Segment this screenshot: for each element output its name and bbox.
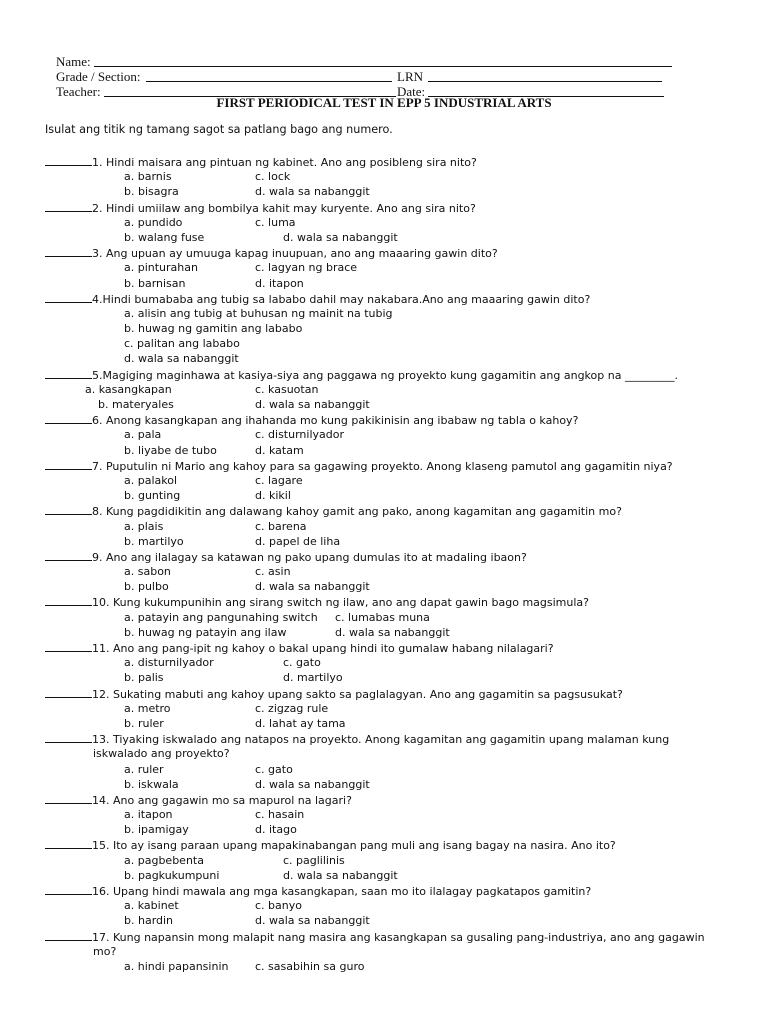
answer-choice: d. papel de liha [255, 534, 341, 548]
choice-row [45, 959, 745, 974]
lrn-label: LRN [397, 69, 423, 84]
question-line [45, 458, 745, 473]
question-line [45, 883, 745, 898]
answer-blank[interactable] [45, 200, 92, 212]
student-info-header [56, 54, 676, 99]
answer-choice: c. kasuotan [255, 382, 319, 396]
answer-choice: c. lagare [255, 473, 303, 487]
answer-choice: d. wala sa nabanggit [255, 398, 370, 411]
question-text: 8. Kung pagdidikitin ang dalawang kahoy gamit ang pako, anong kagamitan ang gagamitin mo? [92, 505, 622, 519]
choice-row [45, 215, 745, 230]
choice-row [45, 898, 745, 913]
answer-choice: b. palis [124, 671, 164, 685]
answer-choice: c. lock [255, 170, 291, 184]
answer-choice: d. itago [255, 823, 297, 837]
choice-row [45, 625, 745, 640]
choice-row [45, 336, 745, 351]
question-item [45, 731, 745, 792]
test-title: FIRST PERIODICAL TEST IN EPP 5 INDUSTRIAL ARTS [216, 95, 552, 110]
question-text: 11. Ano ang pang-ipit ng kahoy o bakal upang hindi ito gumalaw habang nilalagari? [92, 642, 554, 655]
answer-choice: a. kasangkapan [85, 382, 172, 396]
choice-row [45, 807, 745, 822]
answer-choice: a. hindi papansinin [124, 959, 229, 973]
answer-blank[interactable] [45, 412, 92, 424]
name-label: Name: [56, 54, 91, 69]
question-text: 12. Sukating mabuti ang kahoy upang sakto sa paglalagyan. Ano ang gagamitin sa pagsusukat? [92, 687, 623, 701]
question-text-continued: mo? [93, 944, 117, 958]
name-row [56, 54, 676, 69]
question-line [45, 367, 745, 382]
question-item [45, 883, 745, 929]
question-list [45, 154, 745, 974]
question-line [45, 837, 745, 852]
question-text: 1. Hindi maisara ang pintuan ng kabinet. Ano ang posibleng sira nito? [92, 156, 477, 169]
question-text: 14. Ano ang gagawin mo sa mapurol na lagari? [92, 793, 352, 807]
answer-choice: b. huwag ng patayin ang ilaw [124, 625, 287, 639]
choice-row [45, 230, 745, 245]
choice-row [45, 701, 745, 716]
answer-blank[interactable] [45, 929, 92, 941]
answer-choice: d. kikil [255, 489, 291, 503]
grade-section-label: Grade / Section: [56, 69, 141, 84]
question-line [45, 594, 745, 609]
choice-row [45, 564, 745, 579]
choice-row [45, 351, 745, 366]
answer-choice: d. lahat ay tama [255, 716, 346, 730]
question-line [45, 245, 745, 260]
answer-choice: a. plais [124, 519, 164, 533]
answer-blank[interactable] [45, 837, 92, 849]
answer-choice: d. martilyo [283, 671, 343, 685]
question-text: 13. Tiyaking iskwalado ang natapos na proyekto. Anong kagamitan ang gagamitin upang malaman kung [92, 733, 670, 747]
answer-choice: b. bisagra [124, 185, 179, 199]
answer-choice: b. pulbo [124, 580, 169, 594]
answer-choice: c. banyo [255, 899, 302, 913]
choice-row [45, 443, 745, 458]
question-text: 5.Magiging maginhawa at kasiya-siya ang paggawa ng proyekto kung gagamitin ang angkop na _________. [92, 368, 678, 382]
question-item [45, 154, 745, 200]
question-line [45, 200, 745, 215]
answer-choice: a. palakol [124, 473, 178, 487]
answer-blank[interactable] [45, 291, 92, 303]
question-line [45, 503, 745, 518]
answer-choice: d. itapon [255, 276, 304, 290]
answer-choice: a. patayin ang pangunahing switch [124, 610, 318, 624]
answer-choice: a. itapon [124, 808, 173, 822]
question-item [45, 291, 745, 367]
grade-row [56, 69, 676, 84]
answer-choice: d. wala sa nabanggit [124, 352, 239, 366]
answer-choice: a. kabinet [124, 899, 179, 913]
choice-row [45, 519, 745, 534]
answer-choice: d. wala sa nabanggit [255, 914, 370, 928]
answer-choice: a. metro [124, 701, 171, 715]
choice-row [45, 913, 745, 928]
answer-choice: b. materyales [98, 398, 174, 411]
choice-row [45, 610, 745, 625]
choice-row [45, 655, 745, 670]
answer-choice: a. disturnilyador [124, 656, 214, 670]
answer-choice: b. huwag ng gamitin ang lababo [124, 322, 303, 336]
question-text: 10. Kung kukumpunihin ang sirang switch ng ilaw, ano ang dapat gawin bago magsimula? [92, 596, 589, 610]
choice-row [45, 853, 745, 868]
choice-row [45, 868, 745, 883]
choice-row [45, 306, 745, 321]
answer-choice: c. gato [283, 656, 321, 670]
answer-blank[interactable] [45, 549, 92, 561]
lrn-field-line[interactable] [428, 69, 662, 82]
choice-row [45, 716, 745, 731]
answer-choice: b. liyabe de tubo [124, 443, 217, 457]
answer-choice: d. wala sa nabanggit [255, 777, 370, 791]
answer-choice: a. pinturahan [124, 261, 198, 275]
answer-choice: a. alisin ang tubig at buhusan ng mainit na tubig [124, 306, 393, 320]
question-line [45, 686, 745, 701]
answer-choice: a. pagbebenta [124, 853, 204, 867]
answer-choice: c. zigzag rule [255, 701, 329, 715]
answer-choice: b. martilyo [124, 534, 184, 548]
answer-choice: d. wala sa nabanggit [255, 580, 370, 594]
question-text: 9. Ano ang ilalagay sa katawan ng pako upang dumulas ito at madaling ibaon? [92, 550, 527, 564]
question-item [45, 837, 745, 883]
date-label: Date: [397, 84, 426, 99]
answer-choice: c. asin [255, 565, 291, 579]
answer-blank[interactable] [45, 367, 92, 379]
question-text: 7. Puputulin ni Mario ang kahoy para sa gagawing proyekto. Anong klaseng pamutol ang gagamitin niya? [92, 459, 673, 473]
answer-blank[interactable] [45, 154, 92, 166]
choice-row [45, 382, 745, 397]
instruction-text: Isulat ang titik ng tamang sagot sa patlang bago ang numero. [45, 123, 393, 136]
question-line [45, 792, 745, 807]
answer-choice: b. iskwala [124, 777, 179, 791]
answer-blank[interactable] [45, 731, 92, 743]
choice-row [45, 184, 745, 199]
question-text: 3. Ang upuan ay umuuga kapag inuupuan, ano ang maaaring gawin dito? [92, 247, 498, 261]
question-text: 16. Upang hindi mawala ang mga kasangkapan, saan mo ito ilalagay pagkatapos gamitin? [92, 885, 592, 898]
answer-choice: d. wala sa nabanggit [335, 625, 450, 639]
question-line [45, 731, 745, 746]
answer-choice: a. barnis [124, 170, 172, 184]
answer-choice: a. sabon [124, 565, 171, 579]
question-item [45, 549, 745, 595]
answer-blank[interactable] [45, 640, 92, 652]
choice-row [45, 321, 745, 336]
question-item [45, 412, 745, 458]
answer-blank[interactable] [45, 883, 92, 895]
choice-row [45, 579, 745, 594]
answer-choice: c. sasabihin sa guro [255, 959, 365, 973]
answer-choice: a. pundido [124, 215, 183, 229]
answer-choice: c. paglilinis [283, 853, 345, 867]
question-line [45, 549, 745, 564]
answer-choice: c. lumabas muna [335, 610, 430, 624]
answer-blank[interactable] [45, 792, 92, 804]
question-item [45, 792, 745, 838]
answer-blank[interactable] [45, 503, 92, 515]
answer-blank[interactable] [45, 686, 92, 698]
answer-choice: d. wala sa nabanggit [283, 868, 398, 882]
answer-choice: b. pagkukumpuni [124, 868, 220, 882]
answer-choice: a. ruler [124, 762, 164, 776]
answer-choice: b. hardin [124, 914, 174, 928]
choice-row [45, 169, 745, 184]
choice-row [45, 534, 745, 549]
answer-choice: b. barnisan [124, 276, 186, 290]
answer-blank[interactable] [45, 458, 92, 470]
question-item [45, 929, 745, 975]
answer-choice: c. disturnilyador [255, 428, 344, 442]
choice-row [45, 397, 745, 412]
grade-section-field-line[interactable] [146, 69, 392, 82]
teacher-label: Teacher: [56, 84, 101, 99]
question-item [45, 245, 745, 291]
choice-row [45, 276, 745, 291]
question-item [45, 200, 745, 246]
answer-blank[interactable] [45, 594, 92, 606]
answer-choice: c. gato [255, 762, 293, 776]
choice-row [45, 777, 745, 792]
question-line [45, 412, 745, 427]
answer-choice: c. hasain [255, 808, 305, 822]
answer-choice: a. pala [124, 428, 162, 442]
answer-choice: b. ipamigay [124, 823, 189, 837]
answer-choice: b. ruler [124, 716, 164, 730]
answer-choice: b. gunting [124, 489, 181, 503]
question-line [45, 640, 745, 655]
answer-blank[interactable] [45, 245, 92, 257]
answer-choice: c. palitan ang lababo [124, 337, 240, 351]
name-field-line[interactable] [94, 54, 672, 67]
question-item [45, 594, 745, 640]
choice-row [45, 473, 745, 488]
question-text: 2. Hindi umiilaw ang bombilya kahit may kuryente. Ano ang sira nito? [92, 201, 476, 215]
choice-row [45, 822, 745, 837]
question-line [45, 929, 745, 944]
question-text-continued: iskwalado ang proyekto? [93, 747, 230, 761]
question-item [45, 367, 745, 413]
answer-choice: b. walang fuse [124, 230, 205, 244]
answer-choice: c. lagyan ng brace [255, 261, 358, 275]
question-item [45, 686, 745, 732]
choice-row [45, 488, 745, 503]
question-line [45, 154, 745, 169]
answer-choice: d. wala sa nabanggit [255, 185, 370, 199]
answer-choice: d. wala sa nabanggit [283, 230, 398, 244]
answer-choice: c. luma [255, 215, 296, 229]
choice-row [45, 670, 745, 685]
choice-row [45, 427, 745, 442]
answer-choice: d. katam [255, 443, 304, 457]
choice-row [45, 762, 745, 777]
question-item [45, 503, 745, 549]
question-item [45, 458, 745, 504]
answer-choice: c. barena [255, 519, 307, 533]
question-line [45, 291, 745, 306]
choice-row [45, 260, 745, 275]
question-text: 4.Hindi bumababa ang tubig sa lababo dahil may nakabara.Ano ang maaaring gawin dito? [92, 292, 591, 306]
question-text: 15. Ito ay isang paraan upang mapakinabangan pang muli ang isang bagay na nasira. Ano ito? [92, 839, 616, 853]
question-item [45, 640, 745, 686]
question-text: 17. Kung napansin mong malapit nang masira ang kasangkapan sa gusaling pang-industriya, ano ang gagawin [92, 930, 705, 944]
question-text: 6. Anong kasangkapan ang ihahanda mo kung pakikinisin ang ibabaw ng tabla o kahoy? [92, 414, 579, 428]
